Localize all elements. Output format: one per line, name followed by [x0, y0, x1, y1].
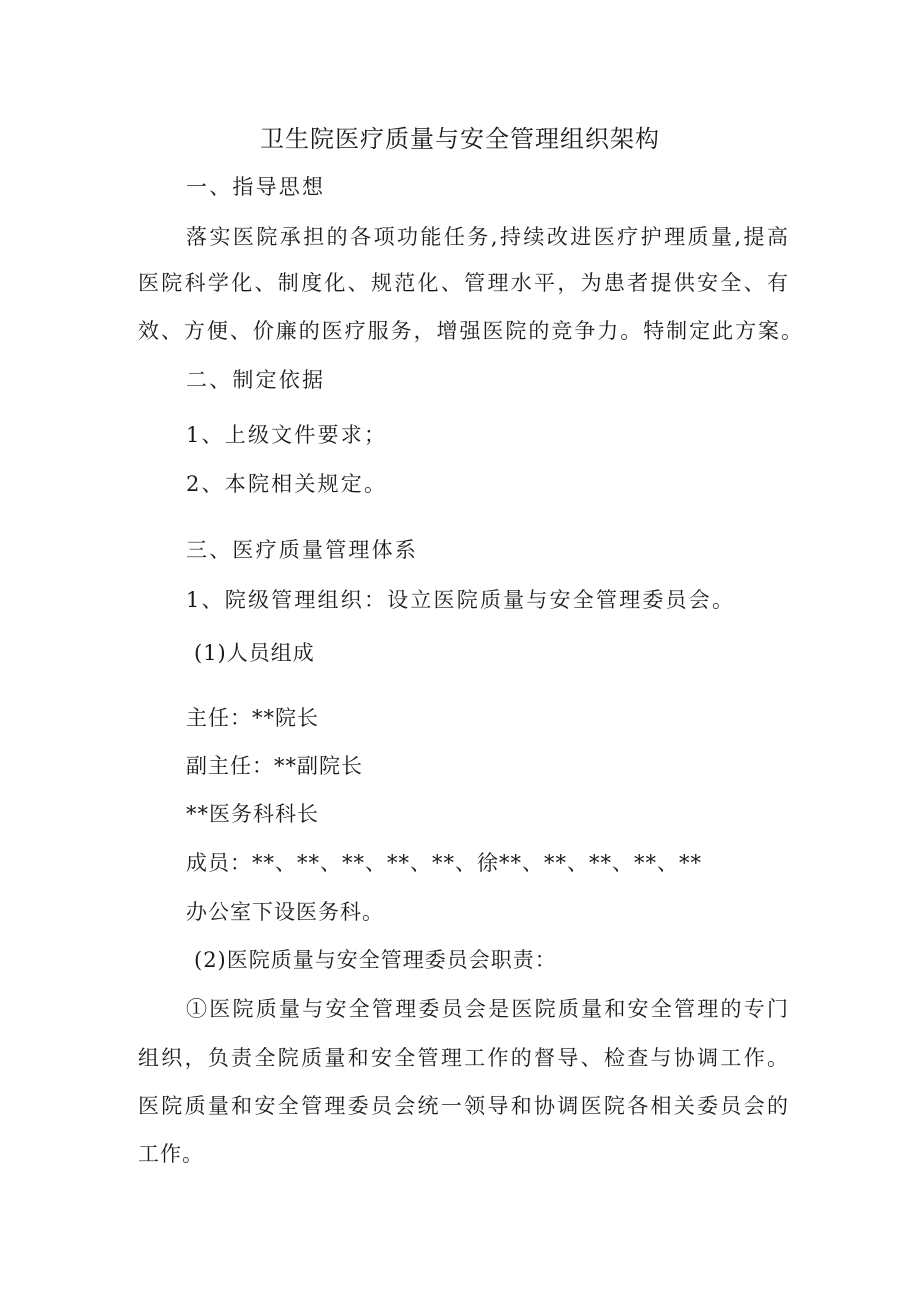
medical-chief-line: **医务科科长 [186, 802, 319, 826]
paragraph-line: 医院科学化、制度化、规范化、管理水平，为患者提供安全、有 [138, 271, 788, 295]
paragraph-line: 落实医院承担的各项功能任务,持续改进医疗护理质量,提高 [186, 225, 788, 249]
section-heading-basis: 二、制定依据 [186, 368, 326, 392]
paragraph-line: 工作。 [138, 1142, 204, 1166]
director-line: 主任：**院长 [186, 706, 319, 730]
section-heading-guiding-thought: 一、指导思想 [186, 175, 326, 199]
list-item: 1、院级管理组织：设立医院质量与安全管理委员会。 [186, 588, 736, 612]
paragraph-line: 效、方便、价廉的医疗服务，增强医院的竞争力。特制定此方案。 [138, 319, 802, 343]
paragraph-line: 组织，负责全院质量和安全管理工作的督导、检查与协调工作。 [138, 1046, 788, 1070]
list-item: 2、本院相关规定。 [186, 472, 388, 496]
sub-heading-personnel: (1)人员组成 [194, 641, 315, 665]
office-line: 办公室下设医务科。 [186, 900, 384, 924]
list-item: 1、上级文件要求； [186, 423, 388, 447]
document-title: 卫生院医疗质量与安全管理组织架构 [260, 125, 660, 153]
paragraph-line: ①医院质量与安全管理委员会是医院质量和安全管理的专门 [186, 997, 788, 1021]
deputy-director-line: 副主任：**副院长 [186, 754, 363, 778]
members-line: 成员：**、**、**、**、**、徐**、**、**、**、** [186, 851, 702, 875]
paragraph-line: 医院质量和安全管理委员会统一领导和协调医院各相关委员会的 [138, 1094, 788, 1118]
section-heading-quality-system: 三、医疗质量管理体系 [186, 538, 418, 562]
sub-heading-duties: (2)医院质量与安全管理委员会职责： [194, 948, 557, 972]
